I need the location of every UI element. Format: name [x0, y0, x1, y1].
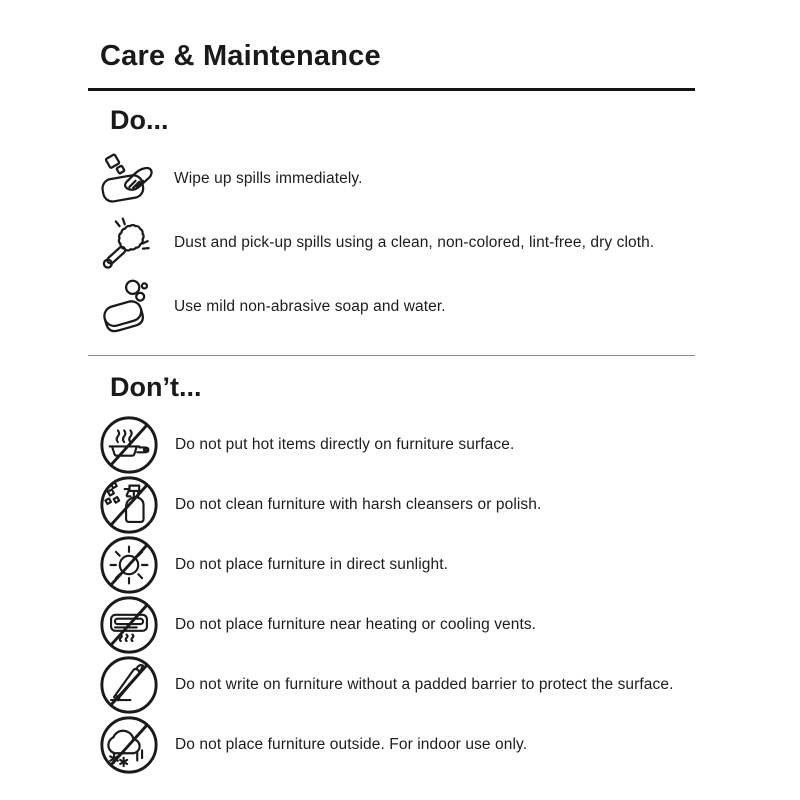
- no-outdoor-icon: [96, 715, 162, 775]
- do-item-text: Wipe up spills immediately.: [174, 170, 363, 187]
- duster-icon: [95, 211, 161, 275]
- no-hot-items-icon: [96, 415, 162, 475]
- dont-item-row: [96, 715, 674, 775]
- dont-item-row: [96, 655, 674, 715]
- do-item-text: Dust and pick-up spills using a clean, non-colored, lint-free, dry cloth.: [174, 234, 655, 251]
- do-item-row: [95, 211, 654, 275]
- no-direct-sunlight-icon: [96, 535, 162, 595]
- soap-icon: [95, 275, 161, 339]
- page-title: Care & Maintenance: [100, 40, 381, 72]
- dont-item-row: [96, 535, 674, 595]
- do-item-row: [95, 275, 654, 339]
- do-item-text: Use mild non-abrasive soap and water.: [174, 298, 446, 315]
- dont-item-text: Do not place furniture in direct sunlight.: [175, 556, 449, 573]
- do-item-list: [95, 147, 654, 339]
- dont-section-heading: Don’t...: [110, 372, 202, 402]
- dont-item-text: Do not place furniture near heating or cooling vents.: [175, 616, 537, 633]
- dont-item-text: Do not place furniture outside. For indoor use only.: [175, 736, 528, 753]
- dont-item-list: [96, 415, 674, 775]
- no-harsh-cleansers-icon: [96, 475, 162, 535]
- dont-item-text: Do not clean furniture with harsh cleansers or polish.: [175, 496, 542, 513]
- section-divider: [88, 355, 695, 356]
- no-vents-icon: [96, 595, 162, 655]
- dont-item-row: [96, 475, 674, 535]
- dont-item-row: [96, 595, 674, 655]
- dont-item-text: Do not write on furniture without a padded barrier to protect the surface.: [175, 676, 674, 693]
- no-writing-icon: [96, 655, 162, 715]
- title-divider: [88, 88, 695, 91]
- dont-item-row: [96, 415, 674, 475]
- wipe-spills-icon: [95, 147, 161, 211]
- do-section-heading: Do...: [110, 105, 169, 135]
- dont-item-text: Do not put hot items directly on furniture surface.: [175, 436, 515, 453]
- do-item-row: [95, 147, 654, 211]
